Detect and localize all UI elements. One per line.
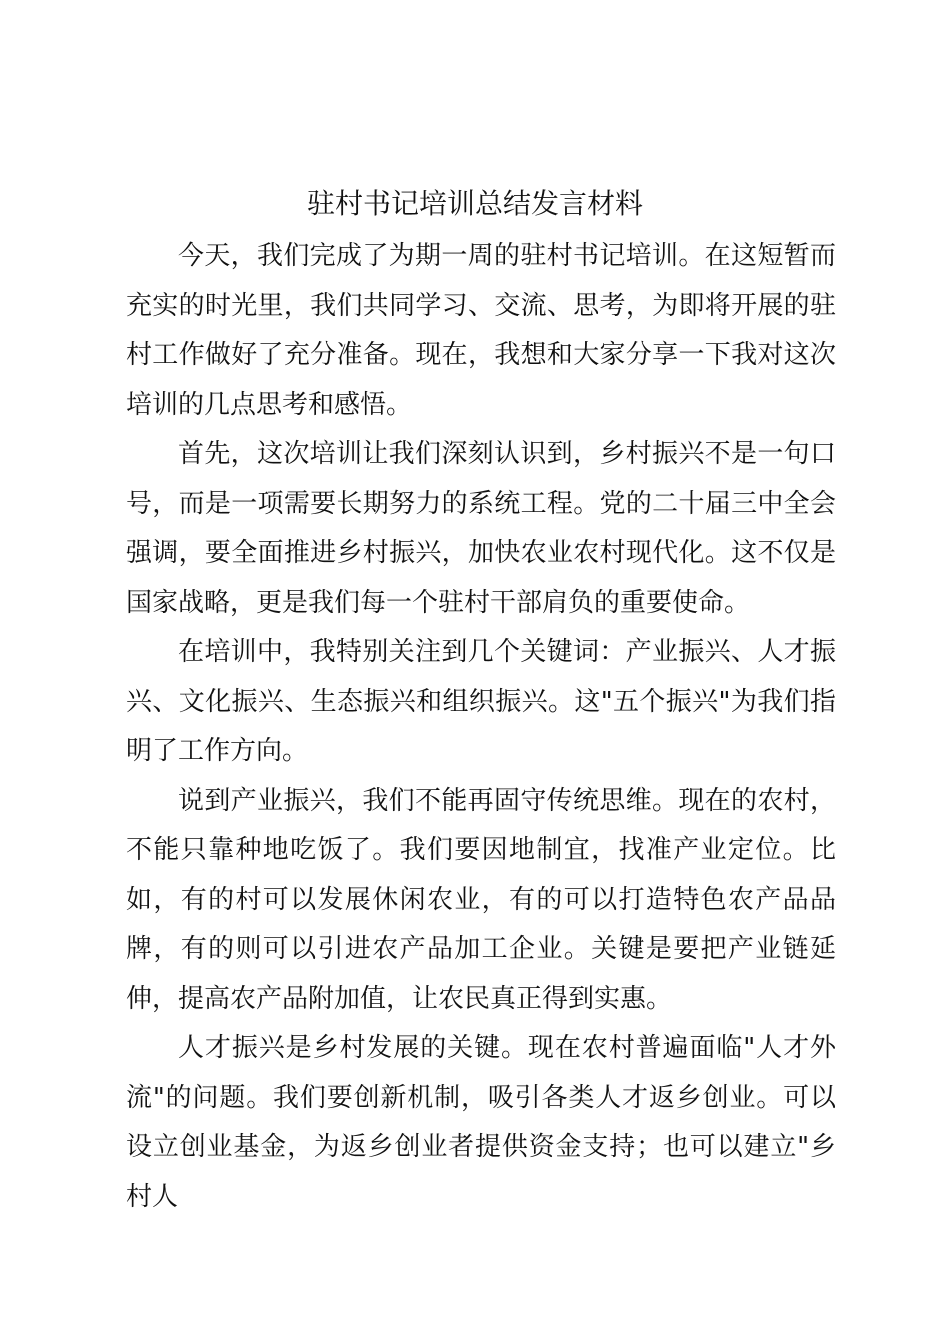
paragraph: 人才振兴是乡村发展的关键。现在农村普遍面临"人才外流"的问题。我们要创新机制，吸引各类人才返乡创业。可以设立创业基金，为返乡创业者提供资金支持；也可以建立"乡村人	[126, 1033, 836, 1212]
document-title: 驻村书记培训总结发言材料	[306, 187, 643, 220]
paragraph: 说到产业振兴，我们不能再固守传统思维。现在的农村，不能只靠种地吃饭了。我们要因地制宜，找准产业定位。比如，有的村可以发展休闲农业，有的可以打造特色农产品品牌，有的则可以引进农产品加工企业。关键是要把产业链延伸，提高农产品附加值，让农民真正得到实惠。	[126, 785, 836, 1014]
paragraph: 今天，我们完成了为期一周的驻村书记培训。在这短暂而充实的时光里，我们共同学习、交流、思考，为即将开展的驻村工作做好了充分准备。现在，我想和大家分享一下我对这次培训的几点思考和感悟。	[126, 241, 836, 420]
paragraph: 首先，这次培训让我们深刻认识到，乡村振兴不是一句口号，而是一项需要长期努力的系统工程。党的二十届三中全会强调，要全面推进乡村振兴，加快农业农村现代化。这不仅是国家战略，更是我们每一个驻村干部肩负的重要使命。	[126, 439, 836, 618]
paragraph: 在培训中，我特别关注到几个关键词：产业振兴、人才振兴、文化振兴、生态振兴和组织振兴。这"五个振兴"为我们指明了工作方向。	[126, 637, 836, 766]
document-body	[126, 232, 836, 1222]
